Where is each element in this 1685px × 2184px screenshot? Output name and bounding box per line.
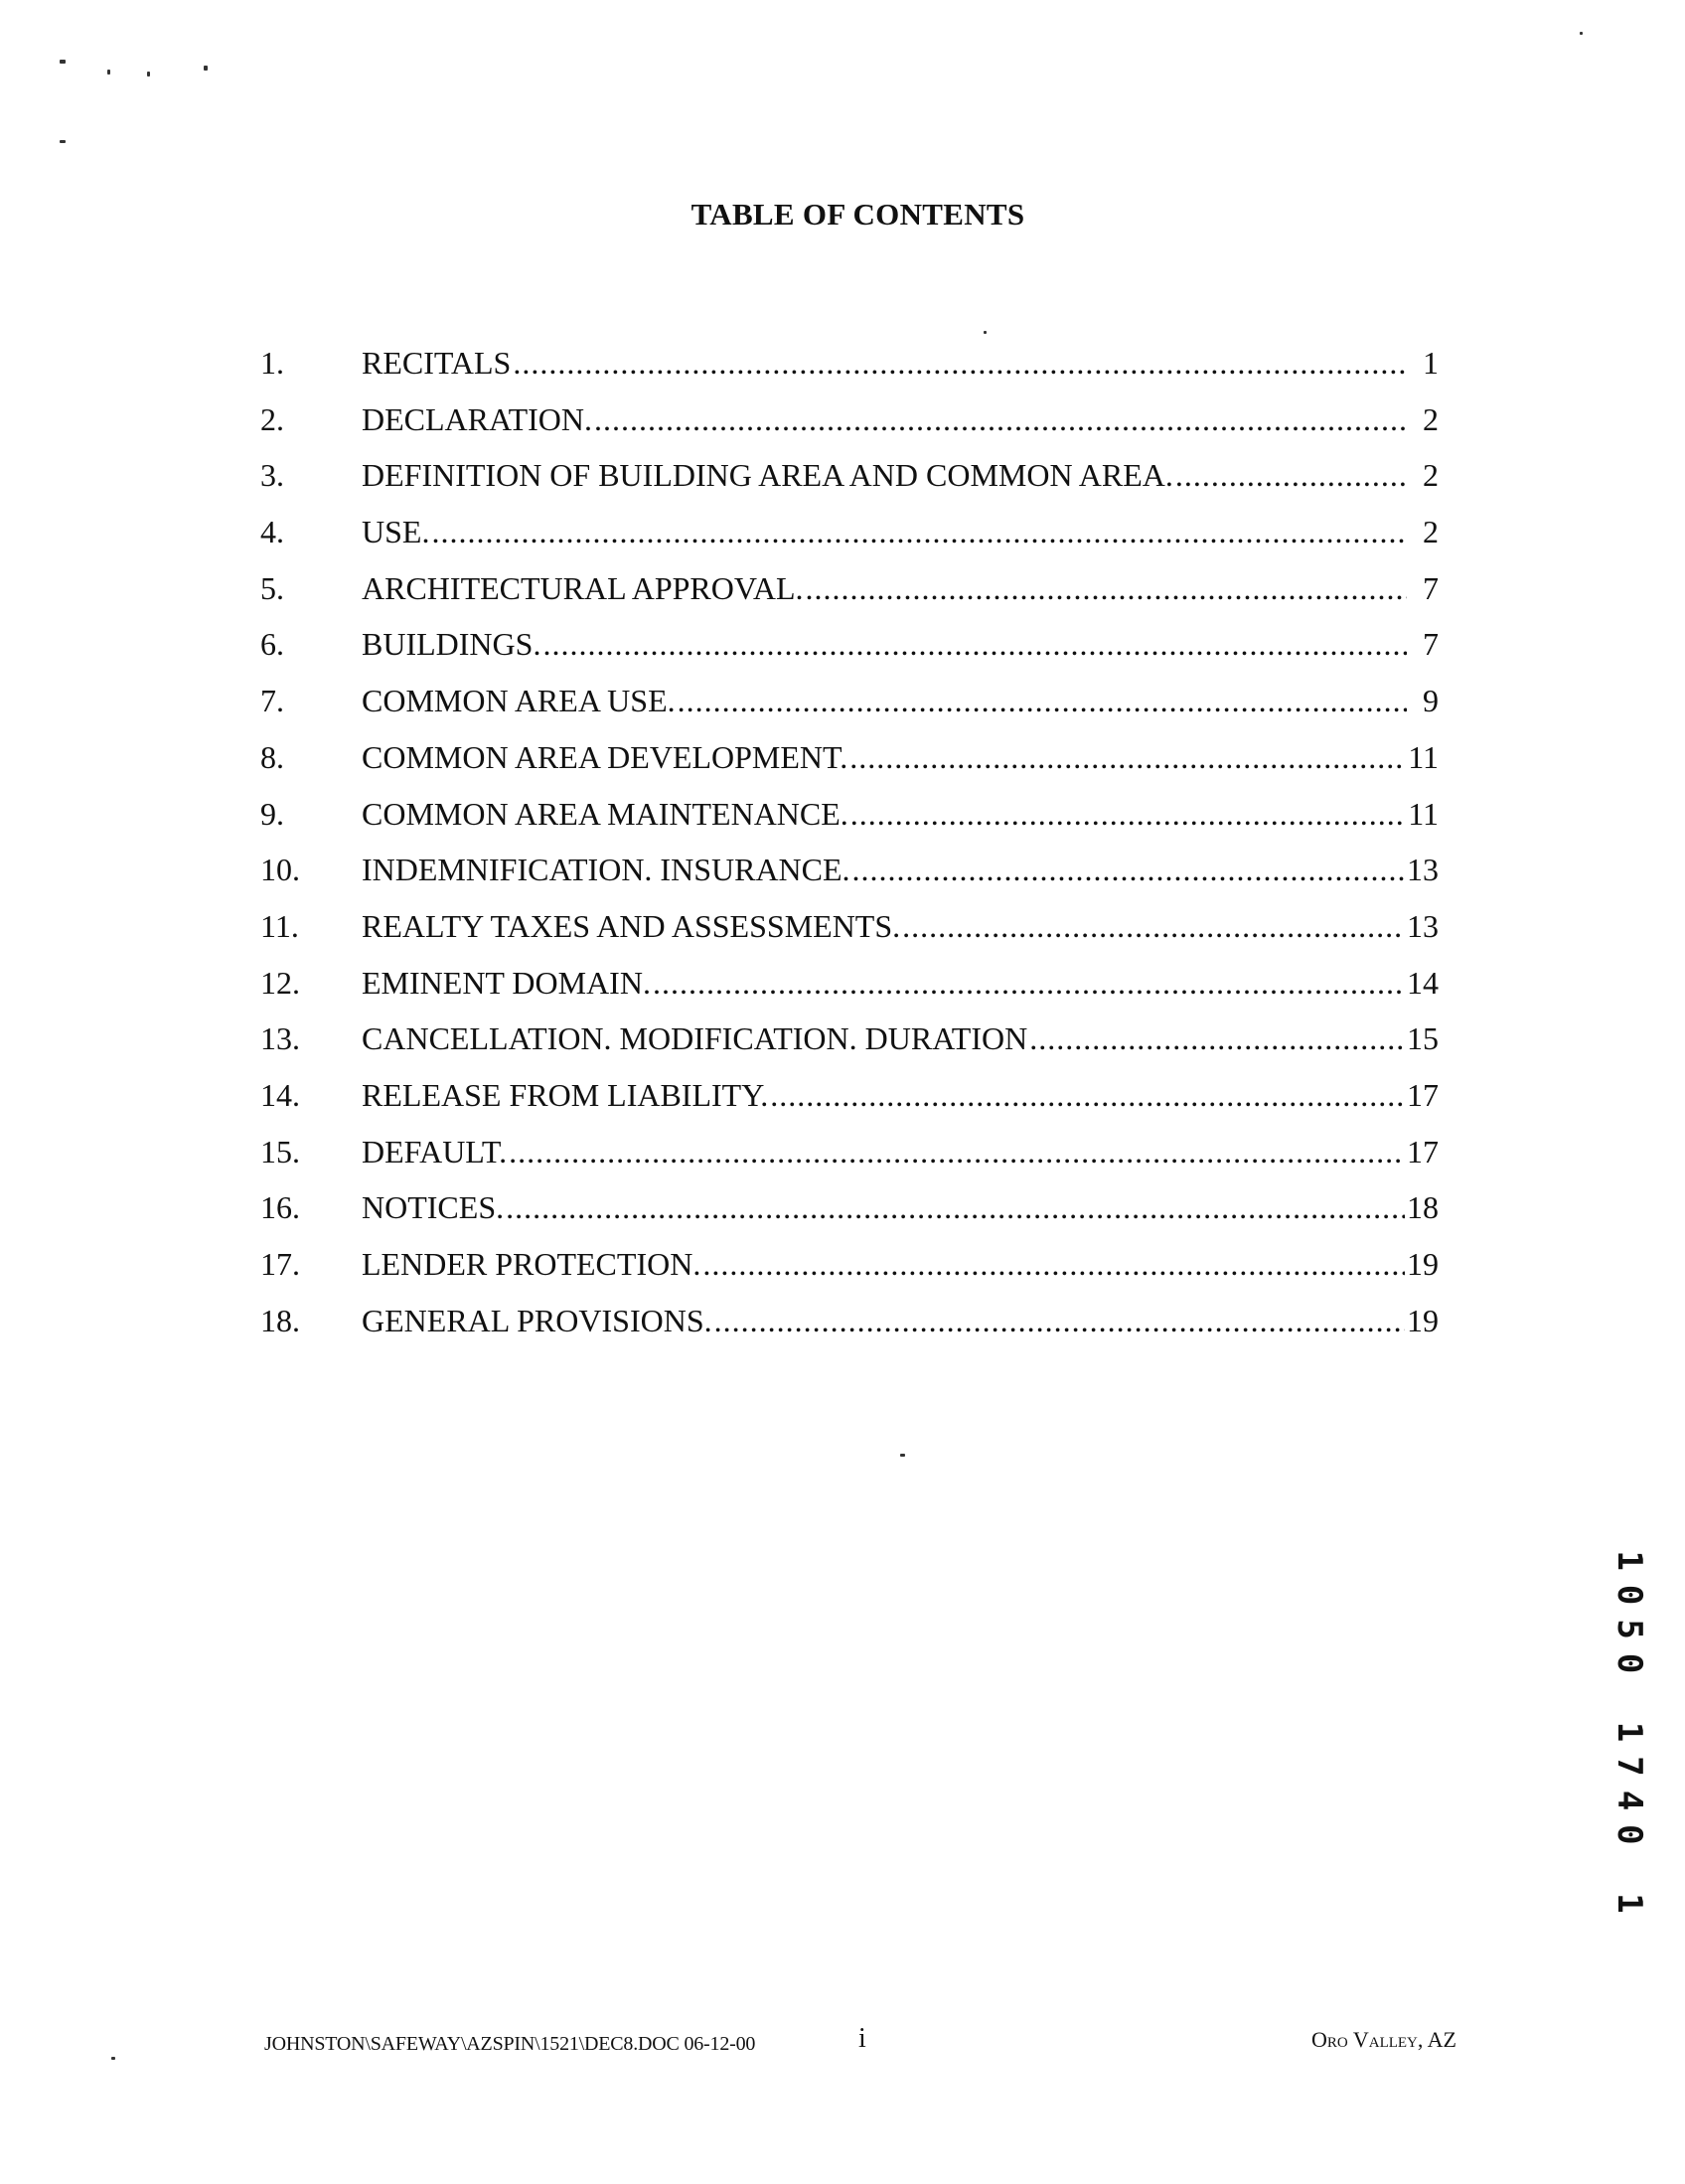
- toc-entry-number: 8.: [260, 738, 284, 775]
- page-title: TABLE OF CONTENTS: [690, 197, 1025, 232]
- toc-entry-number: 15.: [260, 1133, 300, 1170]
- page-footer: [260, 2023, 1456, 2067]
- toc-entry-page: 2: [1423, 457, 1439, 494]
- toc-dot-leader: [714, 1303, 1405, 1339]
- toc-entry: [260, 1189, 1439, 1246]
- toc-entry-number: 5.: [260, 569, 284, 606]
- toc-entry-page: 11: [1408, 738, 1439, 775]
- toc-dot-leader: [1029, 1020, 1405, 1057]
- toc-entry: [260, 570, 1439, 627]
- toc-entry-page: 19: [1407, 1246, 1439, 1282]
- toc-entry-number: 1.: [260, 345, 284, 381]
- toc-entry-label: CANCELLATION. MODIFICATION. DURATION: [362, 1020, 1028, 1057]
- toc-entry: [260, 401, 1439, 458]
- toc-dot-leader: [852, 852, 1405, 888]
- toc-entry-label: GENERAL PROVISIONS.: [362, 1302, 712, 1338]
- toc-entry-label: COMMON AREA DEVELOPMENT.: [362, 738, 848, 775]
- toc-entry-page: 17: [1407, 1076, 1439, 1113]
- toc-entry-number: 12.: [260, 964, 300, 1001]
- toc-entry: [260, 1134, 1439, 1190]
- toc-dot-leader: [506, 1189, 1405, 1226]
- toc-entry-number: 14.: [260, 1076, 300, 1113]
- toc-entry-page: 2: [1423, 400, 1439, 437]
- toc-entry-label: RECITALS: [362, 345, 512, 381]
- toc-dot-leader: [678, 683, 1407, 719]
- toc-entry: [260, 514, 1439, 570]
- toc-entry-label: COMMON AREA MAINTENANCE.: [362, 795, 848, 832]
- toc-entry-label: BUILDINGS.: [362, 626, 541, 663]
- toc-dot-leader: [850, 796, 1406, 833]
- toc-entry-label: INDEMNIFICATION. INSURANCE.: [362, 852, 850, 888]
- toc-entry-number: 6.: [260, 626, 284, 663]
- bates-stamp: [1609, 1550, 1649, 1928]
- toc-entry-label: DECLARATION.: [362, 400, 592, 437]
- toc-entry: [260, 345, 1439, 401]
- footer-page-number: i: [858, 2023, 866, 2054]
- toc-entry-label: COMMON AREA USE.: [362, 683, 676, 719]
- toc-entry-number: 10.: [260, 852, 300, 888]
- toc-dot-leader: [509, 1134, 1405, 1170]
- toc-entry: [260, 1020, 1439, 1077]
- toc-dot-leader: [594, 401, 1407, 438]
- toc-entry-number: 3.: [260, 457, 284, 494]
- toc-entry-page: 14: [1407, 964, 1439, 1001]
- footer-location: Oro Valley, AZ: [1311, 2027, 1456, 2052]
- toc-entry-label: LENDER PROTECTION.: [362, 1246, 701, 1282]
- toc-dot-leader: [806, 570, 1408, 607]
- toc-entry: [260, 908, 1439, 965]
- toc-entry-page: 1: [1423, 345, 1439, 381]
- toc-entry-page: 9: [1423, 683, 1439, 719]
- toc-entry-label: EMINENT DOMAIN.: [362, 964, 651, 1001]
- toc-entry: [260, 683, 1439, 739]
- toc-entry-label: RELEASE FROM LIABILITY.: [362, 1076, 769, 1113]
- toc-entry-number: 18.: [260, 1302, 300, 1338]
- toc-entry-page: 2: [1423, 514, 1439, 550]
- toc-entry-number: 4.: [260, 514, 284, 550]
- toc-entry: [260, 626, 1439, 683]
- toc-entry: [260, 739, 1439, 796]
- toc-dot-leader: [702, 1246, 1405, 1283]
- toc-dot-leader: [431, 514, 1407, 550]
- toc-dot-leader: [1175, 457, 1407, 494]
- toc-entry-page: 15: [1407, 1020, 1439, 1057]
- toc-entry-page: 18: [1407, 1189, 1439, 1226]
- footer-file-path: JOHNSTON\SAFEWAY\AZSPIN\1521\DEC8.DOC 06-12-00: [264, 2033, 756, 2055]
- toc-entry: [260, 852, 1439, 908]
- toc-entry-number: 2.: [260, 400, 284, 437]
- toc-entry-page: 17: [1407, 1133, 1439, 1170]
- toc-entry-label: REALTY TAXES AND ASSESSMENTS.: [362, 907, 901, 944]
- toc-entry-number: 13.: [260, 1020, 300, 1057]
- toc-entry-label: USE.: [362, 514, 430, 550]
- toc-dot-leader: [542, 626, 1407, 663]
- toc-entry-page: 11: [1408, 795, 1439, 832]
- toc-dot-leader: [770, 1077, 1405, 1114]
- bates-stamp-text: 1050 1740 1: [1609, 1550, 1649, 1928]
- toc-entry-page: 7: [1423, 569, 1439, 606]
- toc-entry-page: 13: [1407, 907, 1439, 944]
- toc-dot-leader: [653, 965, 1405, 1002]
- table-of-contents: [260, 345, 1439, 1358]
- toc-dot-leader: [849, 739, 1406, 776]
- toc-entry-number: 16.: [260, 1189, 300, 1226]
- toc-entry-page: 13: [1407, 852, 1439, 888]
- toc-entry: [260, 796, 1439, 853]
- toc-entry-number: 7.: [260, 683, 284, 719]
- toc-entry-number: 11.: [260, 907, 299, 944]
- toc-dot-leader: [902, 908, 1405, 945]
- toc-entry-label: DEFAULT.: [362, 1133, 508, 1170]
- toc-entry-page: 19: [1407, 1302, 1439, 1338]
- toc-entry-number: 9.: [260, 795, 284, 832]
- toc-entry-number: 17.: [260, 1246, 300, 1282]
- toc-entry-label: ARCHITECTURAL APPROVAL.: [362, 569, 804, 606]
- toc-entry: [260, 1077, 1439, 1134]
- toc-entry: [260, 965, 1439, 1021]
- toc-entry-label: NOTICES.: [362, 1189, 505, 1226]
- toc-entry: [260, 1246, 1439, 1303]
- toc-entry-page: 7: [1423, 626, 1439, 663]
- toc-entry: [260, 457, 1439, 514]
- toc-entry: [260, 1303, 1439, 1359]
- toc-entry-label: DEFINITION OF BUILDING AREA AND COMMON AREA.: [362, 457, 1173, 494]
- toc-dot-leader: [513, 345, 1407, 382]
